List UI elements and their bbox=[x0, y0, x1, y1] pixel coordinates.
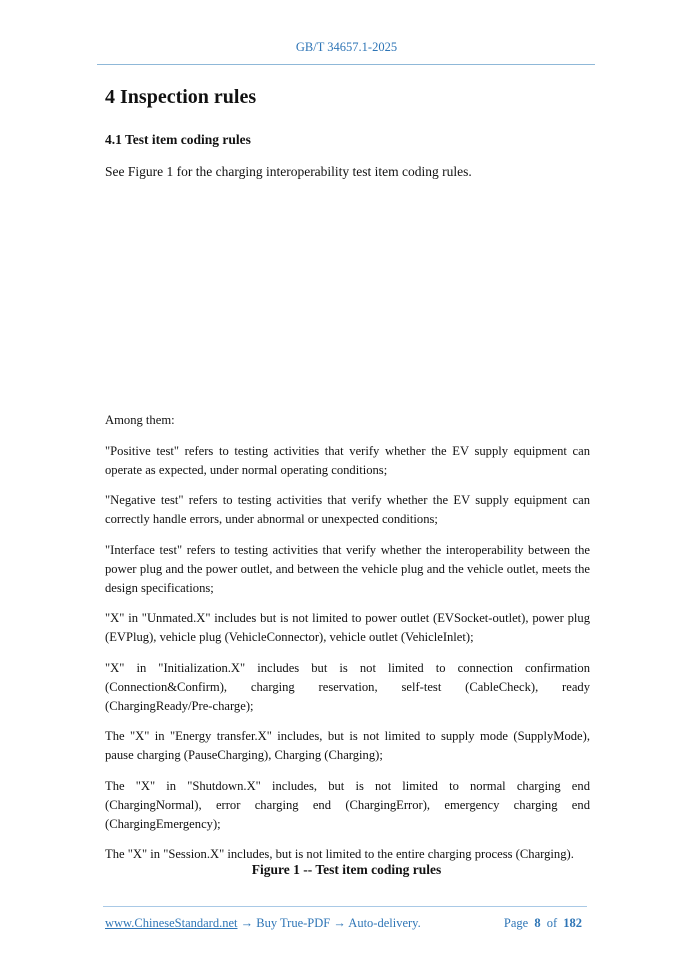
intro-paragraph: See Figure 1 for the charging interoperability test item coding rules. bbox=[105, 164, 472, 179]
paragraph: Among them: bbox=[105, 413, 175, 427]
section-title: 4 Inspection rules bbox=[105, 86, 257, 108]
paragraph: "X" in "Unmated.X" includes but is not limited to power outlet (EVSocket-outlet), power plug (EVPlug), vehicle plug (VehicleConnector), vehicle outlet (VehicleInlet); bbox=[105, 611, 590, 644]
figure-caption: Figure 1 -- Test item coding rules bbox=[251, 862, 442, 877]
page-indicator bbox=[504, 916, 585, 931]
paragraph: The "X" in "Energy transfer.X" includes, but is not limited to supply mode (SupplyMode), pause charging (PauseCharging), Charging (Charging); bbox=[105, 729, 590, 762]
page-number: 8 bbox=[534, 916, 541, 930]
footer bbox=[105, 916, 585, 931]
of-label: of bbox=[546, 916, 558, 930]
paragraph: The "X" in "Session.X" includes, but is not limited to the entire charging process (Charging). bbox=[105, 847, 574, 861]
paragraph: "Interface test" refers to testing activities that verify whether the interoperability between the power plug and the power outlet, and between the vehicle plug and the vehicle outlet, meets the design specifications; bbox=[105, 542, 590, 595]
body-text bbox=[105, 411, 590, 876]
document-code-header: GB/T 34657.1-2025 bbox=[295, 40, 398, 54]
page-total: 182 bbox=[563, 916, 582, 930]
paragraph: The "X" in "Shutdown.X" includes, but is not limited to normal charging end (ChargingNormal), error charging end (ChargingError), emergency charging end (ChargingEmergency); bbox=[105, 778, 590, 831]
paragraph: "Negative test" refers to testing activities that verify whether the EV supply equipment can correctly handle errors, under abnormal or unexpected conditions; bbox=[105, 493, 590, 526]
paragraph: "Positive test" refers to testing activities that verify whether the EV supply equipment can operate as expected, under normal operating conditions; bbox=[105, 443, 590, 477]
page-label: Page bbox=[503, 916, 529, 930]
header-divider bbox=[97, 64, 595, 65]
footer-divider bbox=[103, 906, 587, 907]
website-link[interactable]: www.ChineseStandard.net bbox=[105, 916, 238, 930]
footer-text: → Buy True-PDF → Auto-delivery. bbox=[237, 916, 421, 930]
paragraph: "X" in "Initialization.X" includes but is not limited to connection confirmation (Connection&Confirm), charging reservation, self-test (CableCheck), ready (ChargingReady/Pre-charge); bbox=[105, 660, 590, 713]
subsection-title: 4.1 Test item coding rules bbox=[105, 132, 251, 147]
